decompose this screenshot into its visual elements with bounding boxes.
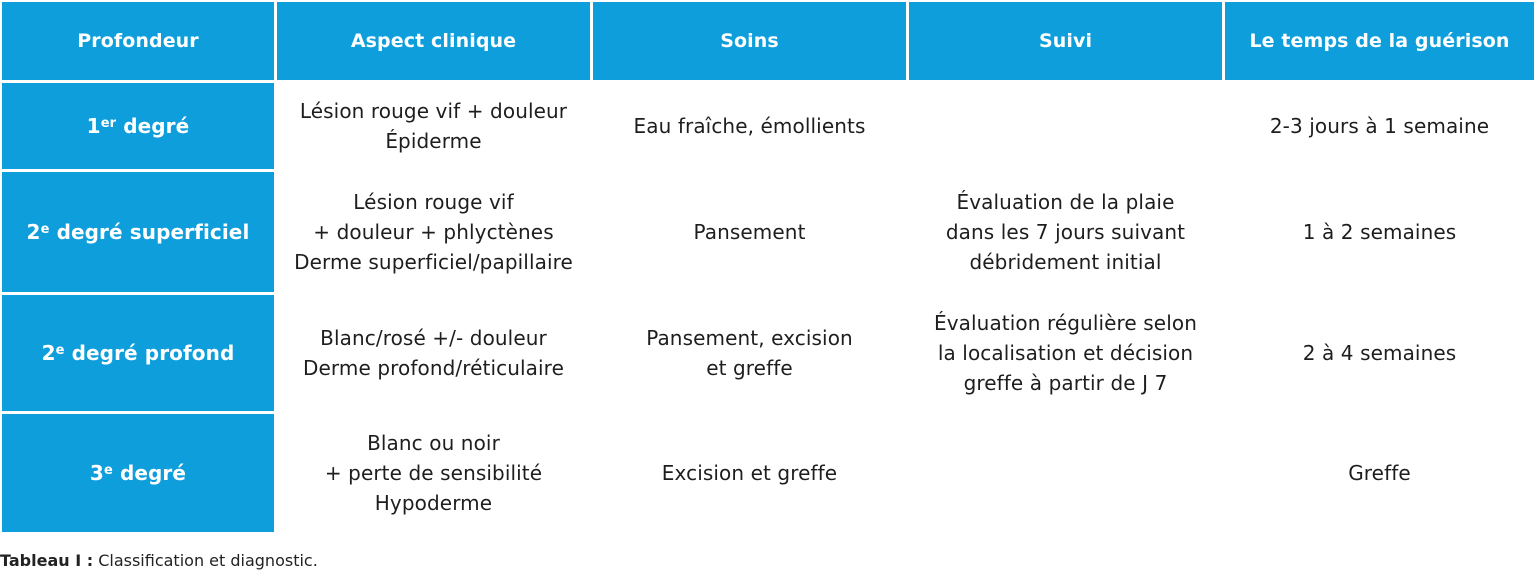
caption-label: Tableau I : [0,551,94,570]
row-2-soins: Pansement [593,172,906,292]
header-suivi: Suivi [909,2,1222,80]
row-4-suivi [909,414,1222,532]
header-aspect-clinique: Aspect clinique [277,2,590,80]
row-2-suivi: Évaluation de la plaie dans les 7 jours suivant débridement initial [909,172,1222,292]
row-3-soins: Pansement, excision et greffe [593,295,906,411]
row-3-suivi: Évaluation régulière selon la localisation et décision greffe à partir de J 7 [909,295,1222,411]
row-1-soins: Eau fraîche, émollients [593,83,906,169]
row-depth-2: 2 $^e$ degré superficiel [2,172,274,292]
row-1-temps: 2-3 jours à 1 semaine [1225,83,1534,169]
row-2-temps: 1 à 2 semaines [1225,172,1534,292]
row-2-aspect: Lésion rouge vif + douleur + phlyctènes Derme superficiel/papillaire [277,172,590,292]
row-1-aspect: Lésion rouge vif + douleur Épiderme [277,83,590,169]
row-depth-1: 1 $^{er}$ degré [2,83,274,169]
row-3-temps: 2 à 4 semaines [1225,295,1534,411]
row-depth-3: 2 $^e$ degré profond [2,295,274,411]
caption-text: Classification et diagnostic. [93,551,318,570]
header-soins: Soins [593,2,906,80]
row-4-temps: Greffe [1225,414,1534,532]
header-temps-guerison: Le temps de la guérison [1225,2,1534,80]
row-1-suivi [909,83,1222,169]
row-4-aspect: Blanc ou noir + perte de sensibilité Hypoderme [277,414,590,532]
row-depth-4: 3 $^e$ degré [2,414,274,532]
table-caption [0,551,318,570]
header-profondeur: Profondeur [2,2,274,80]
row-4-soins: Excision et greffe [593,414,906,532]
row-3-aspect: Blanc/rosé +/- douleur Derme profond/réticulaire [277,295,590,411]
